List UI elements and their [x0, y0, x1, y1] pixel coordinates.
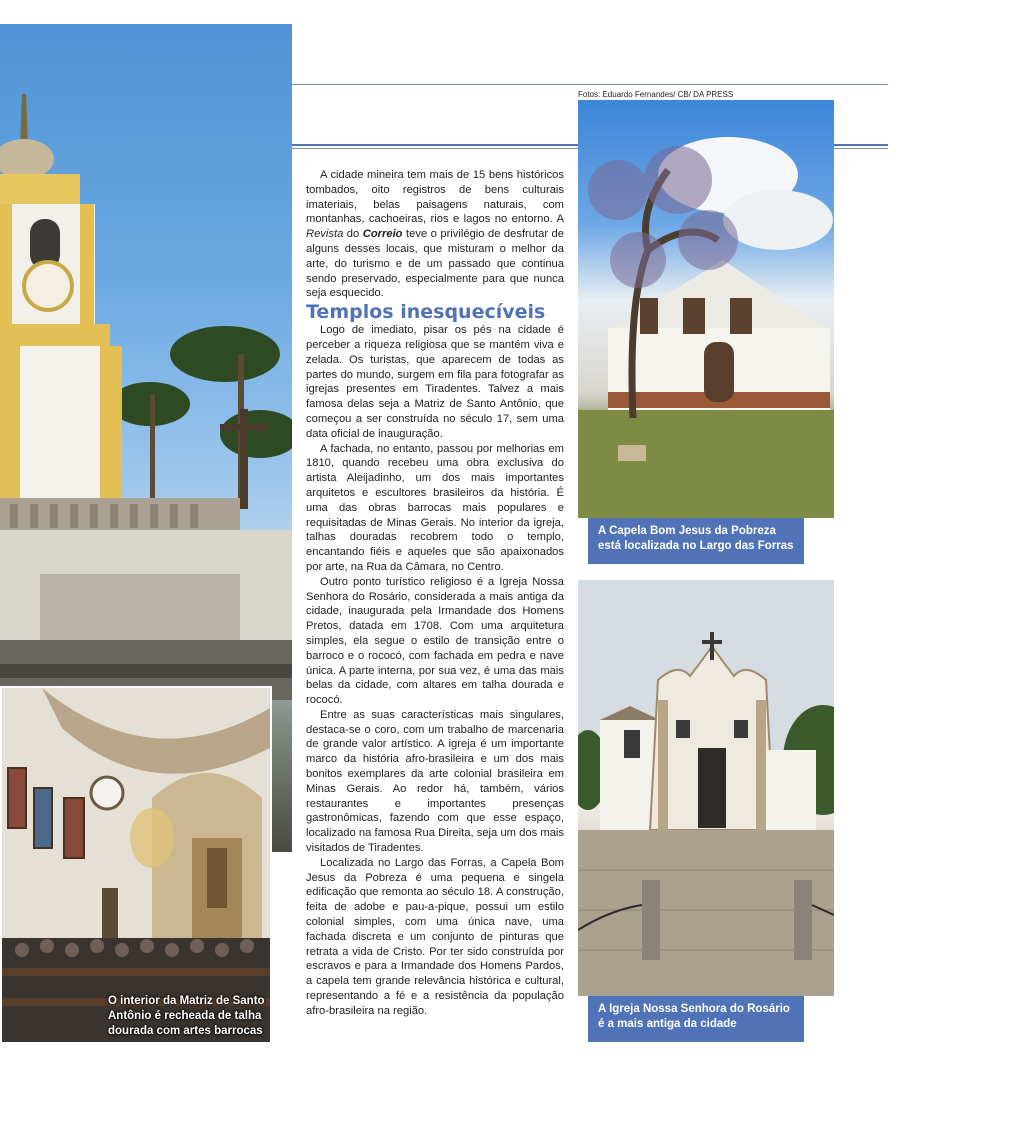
header-rule-right-2: [834, 148, 888, 149]
top-rule: [292, 84, 888, 85]
caption-interior: O interior da Matriz de Santo Antônio é recheada de talha dourada com artes barrocas: [108, 995, 265, 1037]
caption-capela: A Capela Bom Jesus da Pobreza está localizada no Largo das Forras: [588, 518, 804, 564]
body-paragraph: A fachada, no entanto, passou por melhorias em 1810, quando recebeu uma obra exclusiva do artista Aleijadinho, um dos mais importantes arquitetos e escultores brasileiros da história. É uma das obras barrocas mais populares e requisitadas de Minas Gerais. No interior da igreja, talhas douradas recobrem todo o templo, encantando fiéis e aqueles que são apaixonados por arte, na Rua da Câmara, no Centro.: [306, 442, 564, 573]
section-heading: Templos inesquecíveis: [306, 301, 546, 324]
header-rule-left-2: [292, 148, 578, 149]
intro-paragraph: A cidade mineira tem mais de 15 bens históricos tombados, oito registros de bens culturais imateriais, belas paisagens naturais, com montanhas, cachoeiras, rios e lagos no entorno. A Revista do Correio teve o privilégio de desfrutar de alguns desses locais, que misturam o melhor da arte, do turismo e de um passado que continua sendo preservado, especialmente para que nunca seja esquecido.: [306, 169, 564, 300]
header-rule-left: [292, 144, 578, 146]
body-paragraph: Localizada no Largo das Forras, a Capela Bom Jesus da Pobreza é uma pequena e singela edificação que remonta ao século 18. A construção, feita de adobe e pau-a-pique, possui um estilo colonial simples, com uma única nave, uma fachada discreta e um conjunto de pinturas que retrata a vida de Cristo. Por ter sido construída por escravos e para a Irmandade dos Homens Pardos, a capela tem grande relevância histórica e cultural, representando a fé e a resistência da população afro-brasileira na região.: [306, 856, 564, 1017]
photo-igreja-rosario: [578, 580, 834, 996]
body-paragraph: Entre as suas características mais singulares, destaca-se o coro, com um trabalho de marcenaria de grande valor artístico. A igreja é um importante marco da história afro-brasileira e um dos mais bonitos exemplares da arte colonial brasileira em Minas Gerais. Ao redor há, também, vários restaurantes e importantes presenças gastronômicas, fazendo com que esse espaço, localizado na famosa Rua Direita, seja um dos mais visitados de Tiradentes.: [306, 708, 564, 855]
photo-matriz-interior: [0, 686, 272, 1044]
article-body: [306, 168, 564, 1019]
header-rule-right: [834, 144, 888, 146]
caption-rosario: A Igreja Nossa Senhora do Rosário é a mais antiga da cidade: [588, 996, 804, 1042]
body-paragraph: Logo de imediato, pisar os pés na cidade é perceber a riqueza religiosa que se mantém viva e zelada. Os turistas, que aparecem de todas as partes do mundo, surgem em fila para fotografar as igrejas presentes em Tiradentes. Talvez a mais famosa delas seja a Matriz de Santo Antônio, que começou a ser construída no século 17, sem uma data oficial de inauguração.: [306, 324, 564, 440]
photo-credit: Fotos: Eduardo Fernandes/ CB/ DA PRESS: [578, 90, 734, 99]
body-paragraph: Outro ponto turístico religioso é a Igreja Nossa Senhora do Rosário, considerada a mais antiga da cidade, inaugurada pela Irmandade dos Homens Pretos, datada em 1708. Com uma arquitetura simples, ela segue o estilo de transição entre o barroco e o rococó, com fachada em pedra e nave única. A parte interna, por sua vez, é uma das mais belas da cidade, com altares em talha dourada e rococó.: [306, 575, 564, 707]
photo-capela-bom-jesus: [578, 100, 834, 518]
